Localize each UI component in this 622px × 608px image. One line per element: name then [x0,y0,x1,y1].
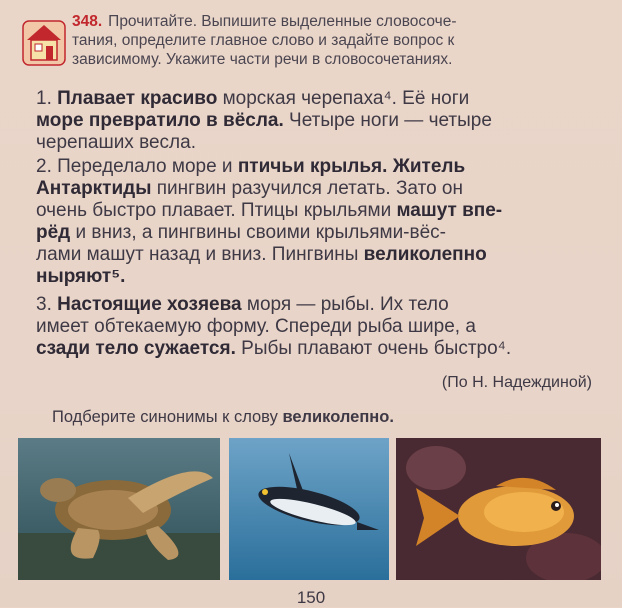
p2-highlight-1: птичьи крылья. Житель [237,156,466,177]
p3-highlight-2: сзади тело сужается. [36,338,236,359]
instruction-line-2: тания, определите главное слово и задайте вопрос к [72,32,455,49]
house-icon [22,20,66,66]
synonym-task [52,408,394,427]
instruction-line-1: Прочитайте. Выпишите выделенные словосоче- [108,13,457,30]
fish-photo [396,438,601,580]
exercise-number: 348. [72,13,103,30]
p2-text-4: и вниз, а пингвины своими крыльями-вёс- [75,222,446,243]
p2-text-2: пингвин разучился летать. Зато он [156,178,463,199]
synonym-task-text: Подберите синонимы к слову [52,408,278,426]
p3-highlight-1: Настоящие хозяева [57,294,242,315]
author-credit: (По Н. Надеждиной) [441,374,592,391]
p1-highlight-2: море превратило в вёсла. [36,110,284,131]
p1-text-2: Четыре ноги — четыре [289,110,492,131]
turtle-photo [18,438,220,580]
p1-text-3: черепаших весла. [36,132,196,153]
exercise-instruction [72,12,602,69]
p2-highlight-2: Антарктиды [36,178,152,199]
p2-highlight-6: ныряют⁵. [36,266,126,287]
p3-text-2: имеет обтекаемую форму. Спереди рыба шире, а [36,316,476,337]
p2-text-5: лами машут назад и вниз. Пингвины [36,244,359,265]
p1-text-1: морская черепаха⁴. Её ноги [222,88,470,109]
p2-text-3: очень быстро плавает. Птицы крыльями [36,200,392,221]
penguin-photo [229,438,389,580]
instruction-line-3: зависимому. Укажите части речи в словосочетаниях. [72,51,453,68]
p3-number: 3. [36,294,52,315]
p1-highlight-1: Плавает красиво [57,88,218,109]
p2-highlight-4: рёд [36,222,71,243]
p2-highlight-5: великолепно [363,244,487,265]
p2-highlight-3: машут впе- [396,200,503,221]
p3-text-1: моря — рыбы. Их тело [246,294,449,315]
p2-text-1: 2. Переделало море и [36,156,233,177]
page-number: 150 [296,588,326,607]
synonym-task-word: великолепно. [282,408,394,426]
paragraph-2 [36,156,596,288]
paragraph-1 [36,88,596,154]
p3-text-3: Рыбы плавают очень быстро⁴. [241,338,512,359]
p1-number: 1. [36,88,52,109]
paragraph-3 [36,294,596,360]
